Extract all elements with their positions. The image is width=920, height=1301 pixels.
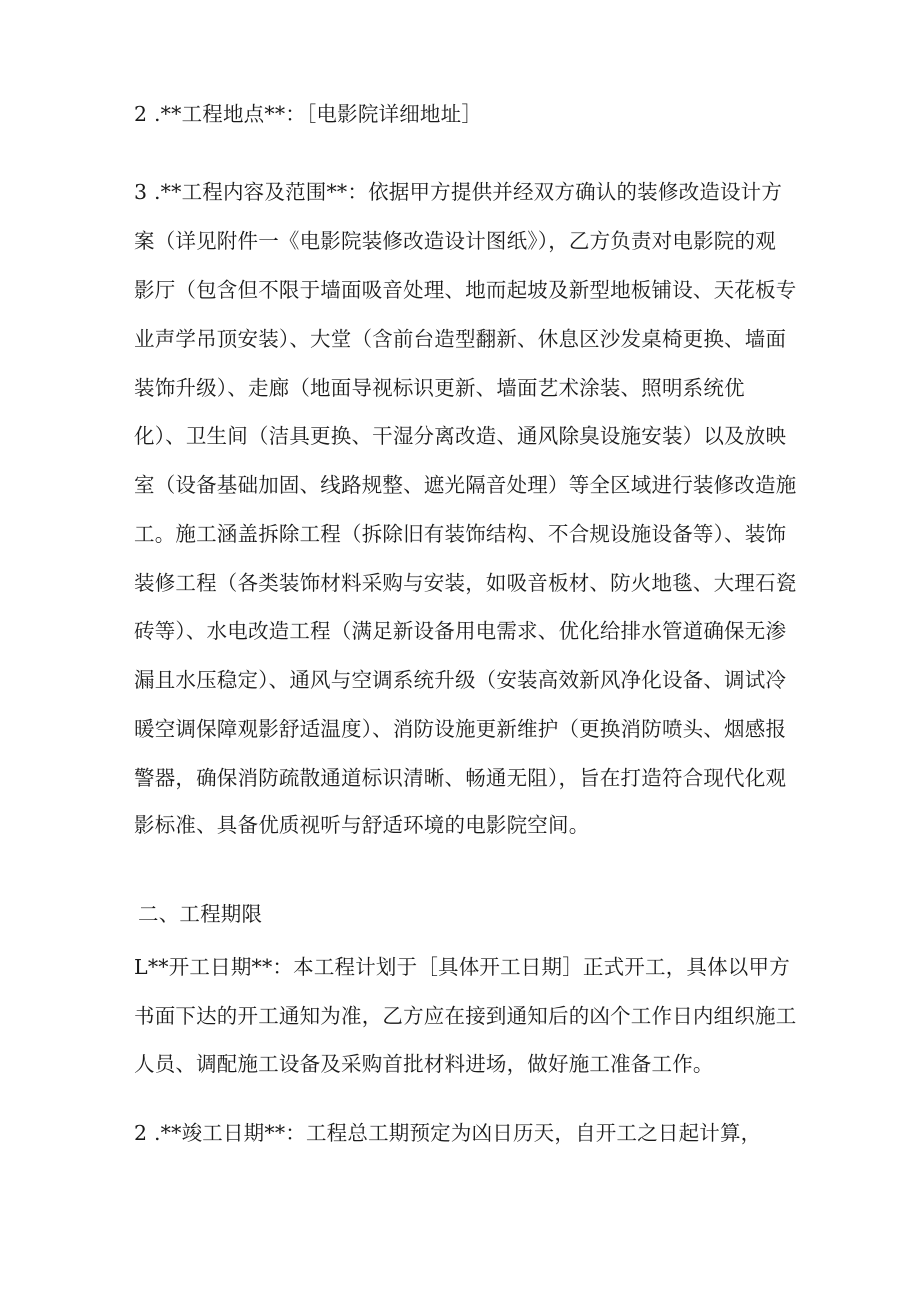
item-project-location: 2 .**工程地点**：［电影院详细地址］ (134, 102, 483, 126)
item-scope-line-2: 案（详见附件一《电影院装修改造设计图纸》），乙方负责对电影院的观 (134, 229, 776, 253)
item-start-line-2: 书面下达的开工通知为准，乙方应在接到通知后的凶个工作日内组织施工 (134, 1004, 797, 1028)
item-scope-line-8: 工。施工涵盖拆除工程（拆除旧有装饰结构、不合规设施设备等）、装饰 (134, 522, 787, 546)
item-scope-line-1: 3 .**工程内容及范围**：依据甲方提供并经双方确认的装修改造设计方 (134, 180, 783, 204)
item-scope-line-10: 砖等）、水电改造工程（满足新设备用电需求、优化给排水管道确保无渗 (134, 619, 787, 643)
item-scope-line-11: 漏且水压稳定）、通风与空调系统升级（安装高效新风净化设备、调试冷 (134, 668, 787, 692)
item-scope-line-3: 影厅（包含但不限于墙面吸音处理、地而起坡及新型地板铺设、天花板专 (134, 278, 797, 302)
item-scope-line-13: 警器，确保消防疏散通道标识清晰、畅通无阻），旨在打造符合现代化观 (134, 766, 787, 790)
item-scope-line-5: 装饰升级）、走廊（地面导视标识更新、墙面艺术涂装、照明系统优 (134, 376, 745, 400)
item-scope-line-7: 室（设备基础加固、线路规整、遮光隔音处理）等全区域进行装修改造施 (134, 473, 797, 497)
item-completion: 2 .**竣工日期**：工程总工期预定为凶日历天，自开工之日起计算， (134, 1121, 762, 1145)
section-heading-duration: 二、工程期限 (138, 902, 263, 926)
item-start-line-3: 人员、调配施工设备及采购首批材料进场，做好施工准备工作。 (134, 1052, 714, 1076)
item-scope-line-9: 装修工程（各类装饰材料采购与安装，如吸音板材、防火地毯、大理石瓷 (134, 571, 797, 595)
item-scope-line-6: 化）、卫生间（洁具更换、干湿分离改造、通风除臭设施安装）以及放映 (134, 424, 787, 448)
item-scope-line-12: 暖空调保障观影舒适温度）、消防设施更新维护（更换消防喷头、烟感报 (134, 717, 787, 741)
item-scope-line-4: 业声学吊顶安装）、大堂（含前台造型翻新、休息区沙发桌椅更换、墙面 (134, 327, 787, 351)
item-scope-line-14: 影标准、具备优质视听与舒适环境的电影院空间。 (134, 813, 590, 837)
item-start-line-1: L**开工日期**：本工程计划于［具体开工日期］正式开工，具体以甲方 (134, 955, 790, 979)
